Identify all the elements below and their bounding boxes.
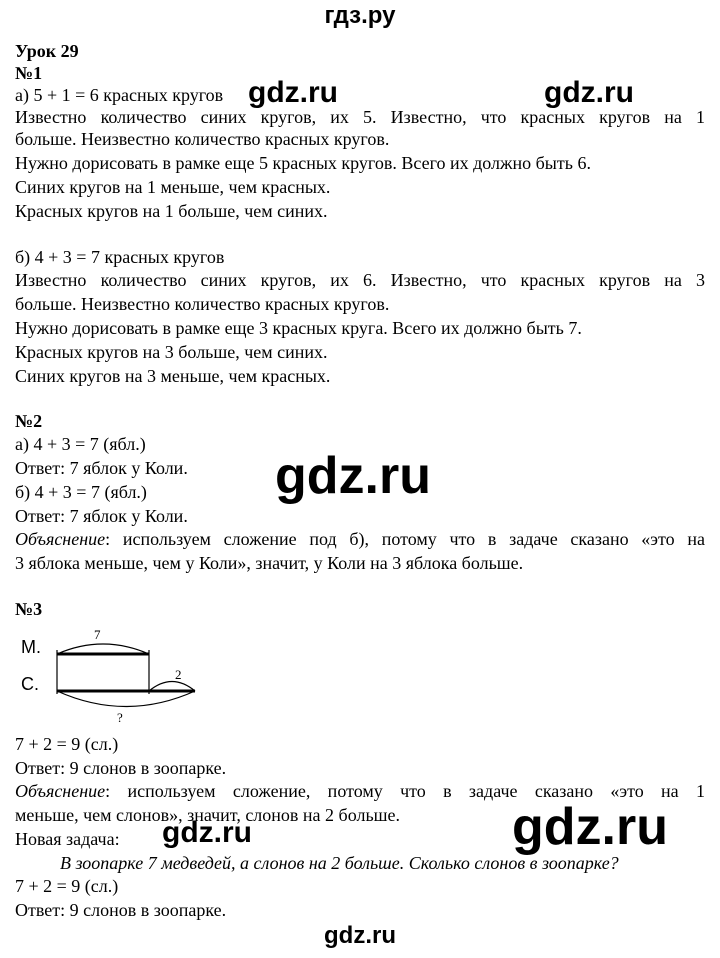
task1-a-line: а) 5 + 1 = 6 красных кругов xyxy=(15,85,224,105)
task1-a-paragraph2: Нужно дорисовать в рамке еще 5 красных кругов. Всего их должно быть 6. xyxy=(15,153,591,173)
watermark-4: gdz.ru xyxy=(162,816,252,849)
task3-equation2: 7 + 2 = 9 (сл.) xyxy=(15,876,119,896)
task1-number: №1 xyxy=(15,63,43,83)
task3-answer2: Ответ: 9 слонов в зоопарке. xyxy=(15,900,227,920)
header-site-name: гдз.ру xyxy=(324,2,396,29)
diagram-label-s: С. xyxy=(21,674,39,694)
task3-explanation-rest: : используем сложение, потому что в задаче сказано «это на 1 xyxy=(105,781,705,801)
diagram-extra-value: 2 xyxy=(175,667,182,682)
task1-a-paragraph1-line1: Известно количество синих кругов, их 5. Известно, что красных кругов на 1 xyxy=(15,107,705,127)
diagram-top-value: 7 xyxy=(94,627,101,642)
task3-equation: 7 + 2 = 9 (сл.) xyxy=(15,734,119,754)
task1-b-line: б) 4 + 3 = 7 красных кругов xyxy=(15,247,225,267)
task1-a-paragraph1-line2: больше. Неизвестно количество красных кругов. xyxy=(15,129,390,149)
diagram-total-arc xyxy=(57,691,195,707)
task3-new-task-label: Новая задача: xyxy=(15,829,120,849)
task2-explanation-rest: : используем сложение под б), потому что в задаче сказано «это на xyxy=(105,529,705,549)
task3-new-task-text: В зоопарке 7 медведей, а слонов на 2 больше. Сколько слонов в зоопарке? xyxy=(60,853,619,873)
task1-b-paragraph1-line1: Известно количество синих кругов, их 6. Известно, что красных кругов на 3 xyxy=(15,270,705,290)
task3-explanation-label: Объяснение xyxy=(15,781,106,801)
segment-diagram xyxy=(15,622,200,724)
diagram-total-value: ? xyxy=(117,710,123,724)
task1-b-paragraph1-line2: больше. Неизвестно количество красных кругов. xyxy=(15,294,390,314)
task1-b-paragraph3: Красных кругов на 3 больше, чем синих. xyxy=(15,342,328,362)
watermark-2: gdz.ru xyxy=(544,76,634,109)
task2-b-line: б) 4 + 3 = 7 (ябл.) xyxy=(15,482,147,502)
task3-number: №3 xyxy=(15,599,43,619)
task2-b-answer: Ответ: 7 яблок у Коли. xyxy=(15,506,188,526)
diagram-label-m: М. xyxy=(21,637,41,657)
task1-a-paragraph3: Синих кругов на 1 меньше, чем красных. xyxy=(15,177,331,197)
task2-a-answer: Ответ: 7 яблок у Коли. xyxy=(15,458,188,478)
task3-answer: Ответ: 9 слонов в зоопарке. xyxy=(15,758,227,778)
task3-explanation-line2: меньше, чем слонов», значит, слонов на 2 больше. xyxy=(15,805,401,825)
task2-a-line: а) 4 + 3 = 7 (ябл.) xyxy=(15,434,146,454)
task2-explanation-label: Объяснение xyxy=(15,529,106,549)
watermark-1: gdz.ru xyxy=(248,76,338,109)
task1-a-paragraph4: Красных кругов на 1 больше, чем синих. xyxy=(15,201,328,221)
footer-site-name: gdz.ru xyxy=(324,922,396,949)
watermark-5: gdz.ru xyxy=(512,798,668,856)
task2-explanation-line2: 3 яблока меньше, чем у Коли», значит, у Коли на 3 яблока больше. xyxy=(15,553,524,573)
task3-diagram xyxy=(15,622,200,724)
lesson-title: Урок 29 xyxy=(15,41,79,61)
task2-explanation-line1 xyxy=(15,528,705,550)
task2-number: №2 xyxy=(15,411,43,431)
task1-b-paragraph2: Нужно дорисовать в рамке еще 3 красных круга. Всего их должно быть 7. xyxy=(15,318,582,338)
watermark-3: gdz.ru xyxy=(275,447,431,505)
task1-b-paragraph4: Синих кругов на 3 меньше, чем красных. xyxy=(15,366,331,386)
